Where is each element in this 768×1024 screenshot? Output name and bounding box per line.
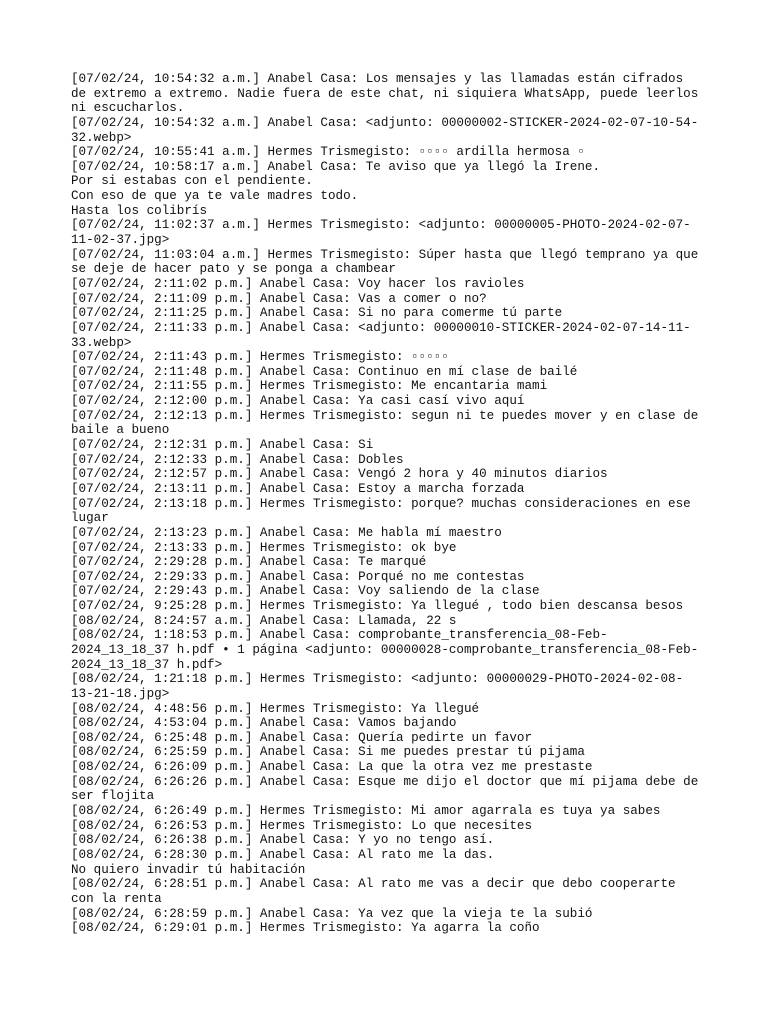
transcript-line: [08/02/24, 6:28:30 p.m.] Anabel Casa: Al rato me la das.	[71, 847, 495, 862]
transcript-line: 13-21-18.jpg>	[71, 686, 170, 701]
transcript-line	[71, 936, 701, 951]
transcript-line: ser flojita	[71, 789, 155, 804]
transcript-line: [08/02/24, 6:25:48 p.m.] Anabel Casa: Quería pedirte un favor	[71, 730, 533, 745]
transcript-line: [07/02/24, 11:02:37 a.m.] Hermes Trismegisto: <adjunto: 00000005-PHOTO-2024-02-07-	[71, 218, 691, 233]
transcript-line: [08/02/24, 6:28:59 p.m.] Anabel Casa: Ya vez que la vieja te la subió	[71, 906, 593, 921]
transcript-line: [07/02/24, 10:54:32 a.m.] Anabel Casa: <adjunto: 00000002-STICKER-2024-02-07-10-54-	[71, 115, 699, 130]
transcript-line: [08/02/24, 4:48:56 p.m.] Hermes Trismegisto: Ya llegué	[71, 701, 480, 716]
transcript-line: [07/02/24, 10:55:41 a.m.] Hermes Trismegisto: ▫▫▫▫ ardilla hermosa ▫	[71, 145, 585, 160]
transcript-line: [07/02/24, 2:13:11 p.m.] Anabel Casa: Estoy a marcha forzada	[71, 481, 525, 496]
transcript-line: Hasta los colibrís	[71, 203, 208, 218]
transcript-line: [07/02/24, 2:12:31 p.m.] Anabel Casa: Si	[71, 438, 374, 453]
transcript-line: [08/02/24, 6:25:59 p.m.] Anabel Casa: Si me puedes prestar tú pijama	[71, 745, 585, 760]
transcript-line: [07/02/24, 2:11:25 p.m.] Anabel Casa: Si no para comerme tú parte	[71, 306, 563, 321]
transcript-line: [07/02/24, 2:11:55 p.m.] Hermes Trismegisto: Me encantaria mami	[71, 379, 548, 394]
transcript-line: [08/02/24, 4:53:04 p.m.] Anabel Casa: Vamos bajando	[71, 716, 457, 731]
transcript-line: [07/02/24, 2:11:48 p.m.] Anabel Casa: Continuo en mí clase de bailé	[71, 364, 578, 379]
transcript-line: No quiero invadir tú habitación	[71, 862, 306, 877]
transcript-line: de extremo a extremo. Nadie fuera de este chat, ni siquiera WhatsApp, puede leerlos	[71, 86, 699, 101]
transcript-line: [07/02/24, 2:13:33 p.m.] Hermes Trismegisto: ok bye	[71, 540, 457, 555]
transcript-line: [08/02/24, 6:26:26 p.m.] Anabel Casa: Esque me dijo el doctor que mí pijama debe de	[71, 774, 699, 789]
transcript-line: [08/02/24, 6:26:09 p.m.] Anabel Casa: La que la otra vez me prestaste	[71, 760, 593, 775]
transcript-line: [08/02/24, 6:26:53 p.m.] Hermes Trismegisto: Lo que necesites	[71, 818, 533, 833]
transcript-line: [07/02/24, 2:12:13 p.m.] Hermes Trismegisto: segun ni te puedes mover y en clase de	[71, 408, 699, 423]
transcript-line: [07/02/24, 2:13:18 p.m.] Hermes Trismegisto: porque? muchas consideraciones en ese	[71, 496, 691, 511]
transcript-line: [07/02/24, 2:29:43 p.m.] Anabel Casa: Voy saliendo de la clase	[71, 584, 540, 599]
transcript-line: [07/02/24, 11:03:04 a.m.] Hermes Trismegisto: Súper hasta que llegó temprano ya que	[71, 247, 699, 262]
transcript-line: Con eso de que ya te vale madres todo.	[71, 189, 359, 204]
transcript-line: 11-02-37.jpg>	[71, 233, 170, 248]
transcript-line: [07/02/24, 2:11:02 p.m.] Anabel Casa: Voy hacer los ravioles	[71, 276, 525, 291]
transcript-line: [07/02/24, 2:12:33 p.m.] Anabel Casa: Dobles	[71, 452, 404, 467]
transcript-line: baile a bueno	[71, 423, 170, 438]
transcript-line: [08/02/24, 6:29:01 p.m.] Hermes Trismegisto: Ya agarra la coño	[71, 921, 540, 936]
chat-transcript-page	[71, 72, 701, 950]
transcript-line: 2024_13_18_37 h.pdf>	[71, 657, 223, 672]
transcript-line: Por si estabas con el pendiente.	[71, 174, 313, 189]
transcript-line: [08/02/24, 1:18:53 p.m.] Anabel Casa: comprobante_transferencia_08-Feb-	[71, 628, 608, 643]
transcript-line: [07/02/24, 2:11:09 p.m.] Anabel Casa: Vas a comer o no?	[71, 291, 487, 306]
transcript-line: [07/02/24, 2:13:23 p.m.] Anabel Casa: Me habla mí maestro	[71, 525, 502, 540]
transcript-line: [07/02/24, 2:29:28 p.m.] Anabel Casa: Te marqué	[71, 555, 427, 570]
transcript-line: [07/02/24, 2:12:57 p.m.] Anabel Casa: Vengó 2 hora y 40 minutos diarios	[71, 467, 608, 482]
transcript-line: ni escucharlos.	[71, 101, 185, 116]
transcript-line: se deje de hacer pato y se ponga a chambear	[71, 262, 396, 277]
transcript-line: 2024_13_18_37 h.pdf • 1 página <adjunto: 00000028-comprobante_transferencia_08-Feb-	[71, 642, 699, 657]
transcript-line: con la renta	[71, 891, 162, 906]
transcript-line: [08/02/24, 8:24:57 a.m.] Anabel Casa: Llamada, 22 s	[71, 613, 457, 628]
transcript-line: [08/02/24, 1:21:18 p.m.] Hermes Trismegisto: <adjunto: 00000029-PHOTO-2024-02-08-	[71, 672, 684, 687]
transcript-line: lugar	[71, 511, 109, 526]
transcript-line: 33.webp>	[71, 335, 132, 350]
transcript-line: [07/02/24, 10:58:17 a.m.] Anabel Casa: Te aviso que ya llegó la Irene.	[71, 159, 601, 174]
transcript-line: [08/02/24, 6:26:49 p.m.] Hermes Trismegisto: Mi amor agarrala es tuya ya sabes	[71, 804, 661, 819]
transcript-line: 32.webp>	[71, 130, 132, 145]
transcript-line: [08/02/24, 6:28:51 p.m.] Anabel Casa: Al rato me vas a decir que debo cooperarte	[71, 877, 676, 892]
transcript-line: [07/02/24, 9:25:28 p.m.] Hermes Trismegisto: Ya llegué , todo bien descansa besos	[71, 599, 684, 614]
transcript-line: [07/02/24, 2:12:00 p.m.] Anabel Casa: Ya casi casí vivo aquí	[71, 394, 525, 409]
transcript-line: [07/02/24, 2:11:43 p.m.] Hermes Trismegisto: ▫▫▫▫▫	[71, 350, 449, 365]
transcript-line: [07/02/24, 2:11:33 p.m.] Anabel Casa: <adjunto: 00000010-STICKER-2024-02-07-14-11-	[71, 320, 691, 335]
transcript-line: [07/02/24, 2:29:33 p.m.] Anabel Casa: Porqué no me contestas	[71, 569, 525, 584]
transcript-line: [07/02/24, 10:54:32 a.m.] Anabel Casa: Los mensajes y las llamadas están cifrados	[71, 72, 684, 86]
transcript-line: [08/02/24, 6:26:38 p.m.] Anabel Casa: Y yo no tengo así.	[71, 833, 495, 848]
